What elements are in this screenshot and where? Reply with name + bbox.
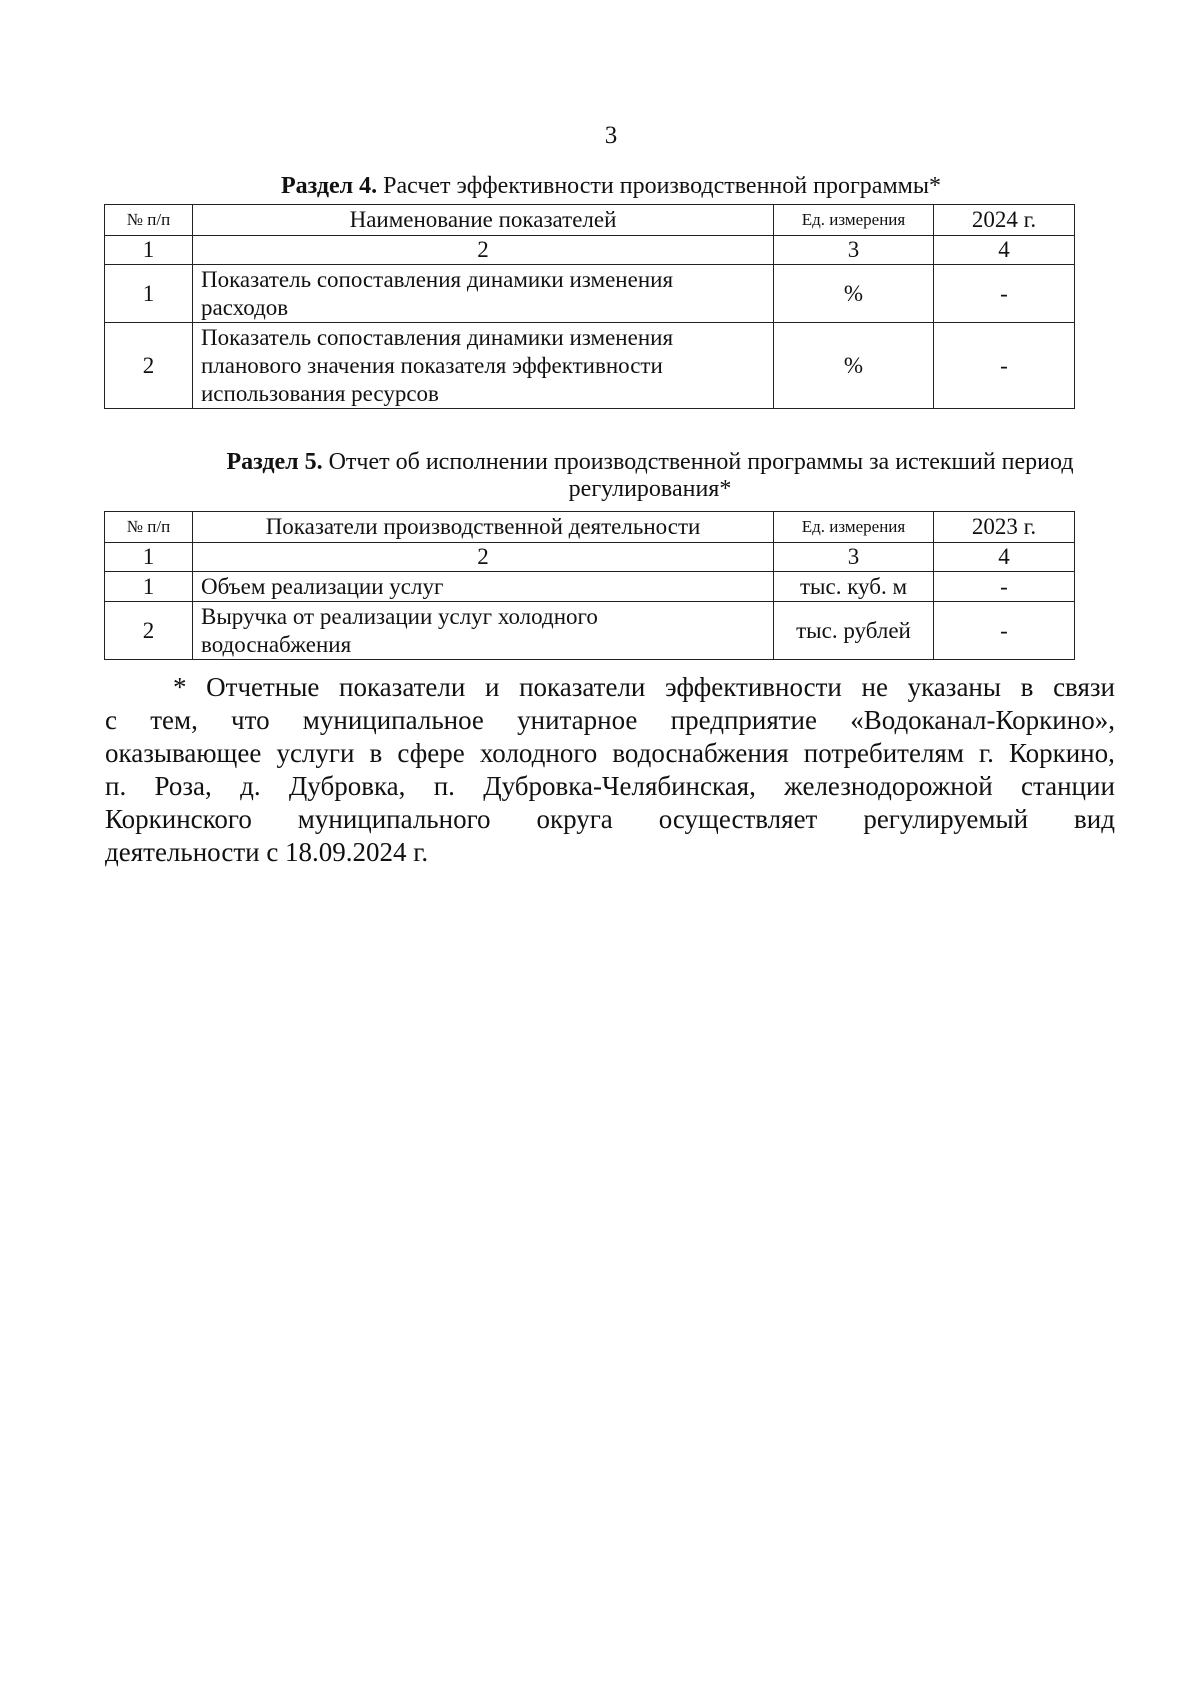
- table-index-row: [105, 543, 1075, 572]
- index-cell: 3: [774, 543, 934, 572]
- section-4-title-bold: Раздел 4.: [281, 173, 378, 199]
- footnote-word: потребителям: [803, 738, 964, 768]
- row-name-line: Объем реализации услуг: [201, 573, 444, 599]
- footnote-word: Дубровка,: [288, 771, 406, 801]
- footnote-word: не: [861, 672, 888, 702]
- footnote-word: услуги: [276, 738, 355, 768]
- footnote-word: Дубровка-Челябинская,: [483, 771, 756, 801]
- table-row: [105, 602, 1075, 660]
- row-num: 2: [105, 323, 193, 409]
- footnote-word: унитарное: [517, 705, 638, 735]
- footnote-word: сфере: [397, 738, 465, 768]
- index-cell: 1: [105, 236, 193, 265]
- section-5-title-text: Отчет об исполнении производственной программы за истекший период регулирования*: [322, 449, 1074, 502]
- row-name: [193, 323, 774, 409]
- page-number: 3: [604, 122, 618, 149]
- col-header-unit: Ед. измерения: [774, 512, 934, 543]
- footnote-word: округа: [536, 804, 613, 834]
- footnote-word: что: [231, 705, 270, 735]
- row-unit: %: [774, 323, 934, 409]
- footnote: [105, 671, 1115, 869]
- section-5-title-bold: Раздел 5.: [226, 449, 323, 475]
- footnote-line: деятельности с 18.09.2024 г.: [105, 837, 429, 867]
- index-cell: 1: [105, 543, 193, 572]
- row-name-line: водоснабжения: [201, 631, 352, 657]
- footnote-word: муниципального: [297, 804, 491, 834]
- row-value: -: [934, 323, 1075, 409]
- row-unit: %: [774, 265, 934, 323]
- index-cell: 2: [193, 543, 774, 572]
- footnote-word: эффективности: [665, 672, 842, 702]
- row-num: 2: [105, 602, 193, 660]
- row-name: [193, 572, 774, 602]
- footnote-line: [105, 704, 1115, 737]
- row-value: -: [934, 572, 1075, 602]
- footnote-word: железнодорожной: [784, 771, 993, 801]
- footnote-word: г.: [979, 738, 994, 768]
- table-index-row: [105, 236, 1075, 265]
- footnote-word: водоснабжения: [612, 738, 789, 768]
- section-4-table: [104, 204, 1075, 409]
- footnote-word: п.: [105, 771, 127, 801]
- row-num: 1: [105, 265, 193, 323]
- row-name-line: планового значения показателя эффективности: [201, 352, 663, 378]
- table-row: [105, 323, 1075, 409]
- section-5-title: [190, 449, 1110, 503]
- footnote-word: регулируемый: [863, 804, 1029, 834]
- footnote-word: в: [1020, 672, 1034, 702]
- row-name-line: Выручка от реализации услуг холодного: [201, 603, 598, 629]
- index-cell: 4: [934, 236, 1075, 265]
- table-row: [105, 265, 1075, 323]
- row-unit: тыс. рублей: [774, 602, 934, 660]
- footnote-word: станции: [1021, 771, 1115, 801]
- section-4-title-text: Расчет эффективности производственной программы*: [377, 173, 941, 199]
- footnote-word: Коркинского: [105, 804, 252, 834]
- row-unit: тыс. куб. м: [774, 572, 934, 602]
- col-header-year: 2024 г.: [934, 205, 1075, 236]
- footnote-word: п.: [433, 771, 455, 801]
- footnote-line: [105, 770, 1115, 803]
- col-header-year: 2023 г.: [934, 512, 1075, 543]
- index-cell: 2: [193, 236, 774, 265]
- footnote-word: Роза,: [154, 771, 212, 801]
- footnote-word: связи: [1053, 672, 1115, 702]
- col-header-name: Показатели производственной деятельности: [193, 512, 774, 543]
- footnote-word: указаны: [907, 672, 1002, 702]
- footnote-word: оказывающее: [105, 738, 262, 768]
- footnote-word: с: [105, 705, 117, 735]
- footnote-word: *: [173, 672, 187, 702]
- footnote-word: муниципальное: [302, 705, 484, 735]
- row-value: -: [934, 602, 1075, 660]
- footnote-word: и: [484, 672, 500, 702]
- row-name: [193, 265, 774, 323]
- table-row: [105, 572, 1075, 602]
- footnote-word: д.: [240, 771, 261, 801]
- row-name-line: Показатель сопоставления динамики изменения: [201, 324, 674, 350]
- table-header-row: [105, 512, 1075, 543]
- index-cell: 3: [774, 236, 934, 265]
- footnote-word: «Водоканал-Коркино»,: [850, 705, 1115, 735]
- col-header-unit: Ед. измерения: [774, 205, 934, 236]
- row-name-line: использования ресурсов: [201, 380, 439, 406]
- footnote-line: [105, 671, 1115, 704]
- footnote-word: Коркино,: [1008, 738, 1115, 768]
- footnote-word: осуществляет: [658, 804, 818, 834]
- footnote-word: вид: [1074, 804, 1115, 834]
- section-4-title: [0, 173, 1200, 200]
- footnote-line: [105, 737, 1115, 770]
- col-header-num: № п/п: [105, 205, 193, 236]
- footnote-word: в: [369, 738, 383, 768]
- col-header-name: Наименование показателей: [193, 205, 774, 236]
- footnote-line: [105, 803, 1115, 836]
- footnote-word: тем,: [150, 705, 198, 735]
- col-header-num: № п/п: [105, 512, 193, 543]
- row-num: 1: [105, 572, 193, 602]
- footnote-word: предприятие: [670, 705, 817, 735]
- row-name-line: расходов: [201, 294, 289, 320]
- footnote-word: Отчетные: [206, 672, 320, 702]
- row-name: [193, 602, 774, 660]
- row-value: -: [934, 265, 1075, 323]
- table-header-row: [105, 205, 1075, 236]
- footnote-word: показатели: [519, 672, 646, 702]
- footnote-word: холодного: [479, 738, 598, 768]
- footnote-word: показатели: [339, 672, 466, 702]
- section-5-table: [104, 511, 1075, 660]
- row-name-line: Показатель сопоставления динамики изменения: [201, 266, 674, 292]
- index-cell: 4: [934, 543, 1075, 572]
